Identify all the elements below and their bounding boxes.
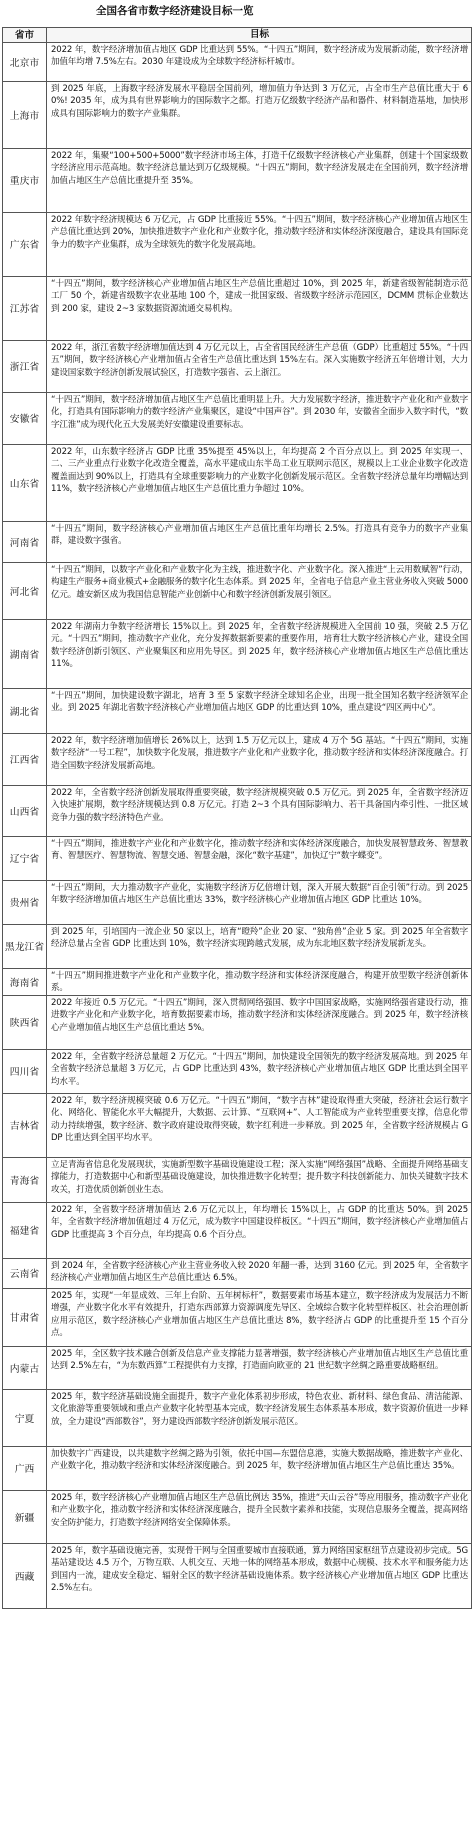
row-province: 宁夏 [3, 1390, 47, 1446]
row-province: 浙江省 [3, 341, 47, 392]
row-province: 四川省 [3, 1050, 47, 1093]
row-goal: 2025 年，全区数字技术融合创新及信息产业支撑能力显著增强，数字经济核心产业增加值占地区生产总值比重达到 2.5%左右，“为东数西算”工程提供有力支撑，打造面向欧亚的 21 世纪数字丝绸之路重要战略枢纽。 [51, 1348, 468, 1372]
table-row [3, 562, 471, 619]
row-goal: 2022 年，集聚“100+500+5000”数字经济市场主体，打造千亿级数字经济核心产业集群，创建十个国家级数字经济应用示范高地。数字经济总量达到万亿级规模。“十四五”期间，数字经济发展走在全国前列，数字经济增加值占地区生产总值比重提升至 35%。 [51, 150, 468, 186]
row-province: 黑龙江省 [3, 925, 47, 968]
table-row [3, 619, 471, 688]
row-province: 安徽省 [3, 393, 47, 444]
row-province: 新疆 [3, 1491, 47, 1543]
table-row [3, 836, 471, 880]
table-row [3, 1346, 471, 1389]
table-row [3, 1258, 471, 1288]
row-goal: 2022 年，数字经济增加值占地区 GDP 比重达到 55%。“十四五”期间，数字经济成为发展新动能，数字经济增加值年均增 7.5%左右。2030 年建设成为全球数字经济标杆城市。 [51, 44, 468, 68]
row-province: 广东省 [3, 213, 47, 276]
table-row [3, 521, 471, 562]
header-goal: 目标 [250, 29, 269, 40]
row-goal: “十四五”期间，数字经济核心产业增加值占地区生产总值比重超过 10%，到 2025 年，新建省级智能制造示范工厂 50 个，新建省级数字农业基地 100 个，建成一批国家级、省级数字经济示范园区，DCMM 贯标企业数达到 200 家，建设 2~3 家数据资源流通交易机构。 [51, 278, 468, 314]
row-goal: 2025 年，数字经济基础设施全面提升，数字产业化体系初步形成，特色农业、新材料、绿色食品、清洁能源、文化旅游等重要领域和重点产业数字化转型基本完成，数字经济发展生态体系基本形成，数字资源价值进一步释放，全力建设“西部数谷”，努力建设西部数字经济创新发展示范区。 [51, 1391, 468, 1427]
table-row [3, 340, 471, 392]
row-province: 重庆市 [3, 149, 47, 212]
row-goal: 2022 年，全省数字经济增加值达 2.6 万亿元以上，年均增长 15%以上，占 GDP 的比重达 50%。到 2025 年，全省数字经济增加值超过 4 万亿元，成为数字中国建设样板区。“十四五”期间，数字经济核心产业增加值占 GDP 比重提高 3 个百分点，年均提高 0.6 个百分点。 [51, 1204, 468, 1240]
header-province: 省市 [3, 28, 47, 42]
table-row [3, 392, 471, 444]
table-row [3, 148, 471, 212]
table-row [3, 733, 471, 785]
table-row [3, 1157, 471, 1202]
row-province: 甘肃省 [3, 1289, 47, 1346]
row-goal: 2022 年，数字经济增加值增长 26%以上，达到 1.5 万亿元以上，建成 4 万个 5G 基站。“十四五”期间，实施数字经济“一号工程”，加快数字化发展，推进数字产业化和产业数字化，推动数字经济和实体经济深度融合。打造全国数字经济发展新高地。 [51, 735, 468, 771]
row-province: 福建省 [3, 1203, 47, 1258]
row-goal: 2022 年数字经济规模达 6 万亿元，占 GDP 比重接近 55%。“十四五”期间，数字经济核心产业增加值占地区生产总值比重达到 20%，加快推进数字产业化和产业数字化，推动数字经济和实体经济深度融合，建设具有国际竞争力的数字产业集群，成为全球领先的数字化发展高地。 [51, 214, 468, 250]
table-row [3, 995, 471, 1049]
row-goal: “十四五”期间推进数字产业化和产业数字化，推动数字经济和实体经济深度融合，构建开放型数字经济创新体系。 [51, 970, 468, 994]
row-goal: 2022 年接近 0.5 万亿元。“十四五”期间，深入贯彻网络强国、数字中国国家战略，实施网络强省建设行动，推进数字产业化和产业数字化，培育数据要素市场，推动数字经济和实体经济深度融合。到 2025 年，数字经济核心产业增加值占地区生产总值比重达 5%。 [51, 997, 468, 1033]
row-goal: 2022 年，数字经济规模突破 0.6 万亿元。“十四五”期间，“数字吉林”建设取得重大突破，经济社会运行数字化、网络化、智能化水平大幅提升，大数据、云计算、“互联网+”、人工智能成为产业转型重要支撑，信息化带动力持续增强，数字经济、数字政府建设取得突破，数字红利进一步释放。到 2025 年，全省数字经济规模占 GDP 比重达到全国平均水平。 [51, 1095, 468, 1144]
row-goal: 2022 年湖南力争数字经济增长 15%以上。到 2025 年，全省数字经济规模进入全国前 10 强，突破 2.5 万亿元。“十四五”期间，推动数字产业化，充分发挥数据新要素的重要作用，培育壮大数字经济核心产业，建设全国数字经济创新引领区、产业聚集区和应用先导区。到 2025 年，数字经济核心产业增加值占地区生产总值比重达 11%。 [51, 621, 468, 670]
table-row [3, 688, 471, 733]
row-goal: 到 2025 年底，上海数字经济发展水平稳居全国前列，增加值力争达到 3 万亿元，占全市生产总值比重大于 60%! 2035 年，成为具有世界影响力的国际数字之都。打造万亿级数字经济产品和器件、材料制造基地，加快形成具有国际影响力的数字产业集群。 [51, 83, 468, 119]
table-row [3, 1288, 471, 1346]
table-row [3, 1093, 471, 1157]
row-goal: 到 2025 年，引培国内一流企业 50 家以上，培育“瞪羚”企业 20 家、“独角兽”企业 5 家。到 2025 年全省数字经济总量占全省 GDP 比重达到 10%，数字经济实现跨越式发展，成为东北地区数字经济发展新龙头。 [51, 926, 468, 950]
row-goal: 加快数字广西建设，以共建数字丝绸之路为引领，依托中国—东盟信息港，实施大数据战略，推进数字产业化、产业数字化，推动数字经济和实体经济深度融合。到 2025 年，数字经济增加值占地区生产总值比重达 35%。 [51, 1448, 468, 1472]
table-row [3, 212, 471, 276]
table-row [3, 880, 471, 924]
row-province: 青海省 [3, 1158, 47, 1202]
row-province: 贵州省 [3, 881, 47, 924]
table-row [3, 444, 471, 521]
table-row [3, 81, 471, 148]
row-goal: 2025 年，数字基础设施完善，实现骨干网与全国重要城市直接联通，算力网络国家枢纽节点建设初步完成。5G 基站建设达 4.5 万个，万物互联、人机交互、天地一体的网络基本形成，数据中心规模、技术水平和服务能力达到国内一流，建成安全稳定、辐射全区的数字经济基础设施体系。数字经济核心产业增加值占地区 GDP 比重达 2.5%左右。 [51, 1545, 468, 1594]
table-row [3, 42, 471, 81]
row-province: 湖北省 [3, 689, 47, 733]
goals-table [2, 27, 472, 1609]
table-body [3, 42, 471, 1608]
row-province: 云南省 [3, 1259, 47, 1288]
row-province: 海南省 [3, 969, 47, 995]
row-province: 西藏 [3, 1544, 47, 1608]
row-province: 江苏省 [3, 277, 47, 340]
row-goal: 到 2024 年，全省数字经济核心产业主营业务收入较 2020 年翻一番，达到 3160 亿元。到 2025 年，全省数字经济核心产业增加值占地区生产总值比重达 6.5%。 [51, 1260, 468, 1284]
row-province: 山西省 [3, 786, 47, 836]
row-province: 河南省 [3, 522, 47, 562]
row-province: 辽宁省 [3, 837, 47, 880]
row-province: 陕西省 [3, 996, 47, 1049]
table-row [3, 1202, 471, 1258]
row-goal: 立足青海省信息化发展现状，实施新型数字基础设施建设工程；深入实施“网络强国”战略、全面提升网络基础支撑能力，打造数据中心和新型基础设施建设，加快推进数字化转型；提升数字科技创新能力、加快关键数字技术攻关，打造优质创新创业生态。 [51, 1159, 468, 1195]
row-province: 上海市 [3, 82, 47, 148]
row-goal: 2022 年，山东数字经济占 GDP 比重 35%提至 45%以上，年均提高 2 个百分点以上。到 2025 年实现一、二、三产业重点行业数字化改造全覆盖，高水平建成山东半岛工业互联网示范区，规模以上工业企业数字化改造覆盖面达到 90%以上，打造具有全球重要影响力的产业数字化创新发展示范区。全省数字经济总量年均增幅达到 11%，数字经济核心产业增加值占地区生产总值比重力争超过 10%。 [51, 446, 468, 495]
row-province: 河北省 [3, 563, 47, 619]
row-goal: “十四五”期间，推进数字产业化和产业数字化，推动数字经济和实体经济深度融合，加快发展智慧政务、智慧教育、智慧医疗、智慧物流、智慧交通、智慧金融，深化“数字基建”，加快辽宁“数字蝶变”。 [51, 838, 468, 862]
row-province: 北京市 [3, 43, 47, 81]
table-row [3, 1490, 471, 1543]
row-province: 江西省 [3, 734, 47, 785]
row-goal: “十四五”期间，大力推动数字产业化，实施数字经济万亿倍增计划，深入开展大数据“百企引领”行动。到 2025 年数字经济增加值占地区生产总值比重达 33%，数字经济核心产业增加值占地区 GDP 比重达 10%。 [51, 882, 468, 906]
row-goal: 2025 年，实现“一年显成效、三年上台阶、五年树标杆”，数据要素市场基本建立，数字经济成为发展活力不断增强，产业数字化水平有效提升，打造东西部算力资源调度先导区、全域综合数字化转型样板区、社会治理创新应用示范区，数字经济核心产业增加值占地区生产总值比重达 8%，数字经济占 GDP 的比重提升至 15 个百分点。 [51, 1290, 468, 1339]
table-row [3, 785, 471, 836]
row-province: 山东省 [3, 445, 47, 521]
row-goal: “十四五”期间，以数字产业化和产业数字化为主线，推进数字化、产业数字化。深入推进“上云用数赋智”行动，构建生产服务+商业模式+金融服务的数字化生态体系。到 2025 年，全省电子信息产业主营业务收入突破 5000 亿元。雄安新区成为我国信息智能产业创新中心和数字经济创新发展引领区。 [51, 564, 468, 600]
row-goal: 2025 年，数字经济核心产业增加值占地区生产总值比例达 35%，推进“天山云谷”等应用服务，推动数字产业化和产业数字化，推动数字经济和实体经济深度融合，提升全民数字素养和技能，实现信息服务全覆盖，提高网络安全防护能力，打造数字经济网络安全保障体系。 [51, 1492, 468, 1528]
row-goal: 2022 年，浙江省数字经济增加值达到 4 万亿元以上，占全省国民经济生产总值（GDP）比重超过 55%。“十四五”期间，数字经济核心产业增加值占全省生产总值比重达到 15%左右。深入实施数字经济五年倍增计划，大力建设国家数字经济创新发展试验区，打造数字强省、云上浙江。 [51, 342, 468, 378]
row-province: 广西 [3, 1447, 47, 1490]
row-province: 湖南省 [3, 620, 47, 688]
row-goal: “十四五”期间，数字经济增加值占地区生产总值比重明显上升。大力发展数字经济，推进数字产业化和产业数字化，打造具有国际影响力的数字经济产业集聚区，建设“中国声谷”。到 2030 年，安徽省全面步入数字时代，“数字江淮”成为现代化五大发展美好安徽建设重要标志。 [51, 394, 468, 430]
table-row [3, 924, 471, 968]
table-header-row [3, 28, 471, 42]
row-province: 内蒙古 [3, 1347, 47, 1389]
table-row [3, 1049, 471, 1093]
table-row [3, 1543, 471, 1608]
table-row [3, 276, 471, 340]
table-row [3, 968, 471, 995]
table-row [3, 1446, 471, 1490]
row-goal: “十四五”期间，数字经济核心产业增加值占地区生产总值比重年均增长 2.5%。打造具有竞争力的数字产业集群，建设数字强省。 [51, 523, 468, 547]
document-title: 全国各省市数字经济建设目标一览 [96, 5, 254, 17]
row-goal: 2022 年，全省数字经济创新发展取得重要突破，数字经济规模突破 0.5 万亿元。到 2025 年，全省数字经济迈入快速扩展期，数字经济规模达到 0.8 万亿元。打造 2~3 个具有国际影响力、若干具备国内牵引性、一批区域竞争力强的数字经济特色产业。 [51, 787, 468, 823]
row-goal: “十四五”期间，加快建设数字湖北，培育 3 至 5 家数字经济全球知名企业，出现一批全国知名数字经济领军企业。到 2025 年湖北省数字经济核心产业增加值占地区 GDP 的比重达到 10%，重点建设“四区两中心”。 [51, 690, 468, 714]
table-row [3, 1389, 471, 1446]
row-goal: 2022 年，全省数字经济总量超 2 万亿元。“十四五”期间，加快建设全国领先的数字经济发展高地。到 2025 年全省数字经济总量超 3 万亿元，占 GDP 比重达到 43%，数字经济核心产业增加值占地区 GDP 比重达到全国平均水平。 [51, 1051, 468, 1087]
row-province: 吉林省 [3, 1094, 47, 1157]
